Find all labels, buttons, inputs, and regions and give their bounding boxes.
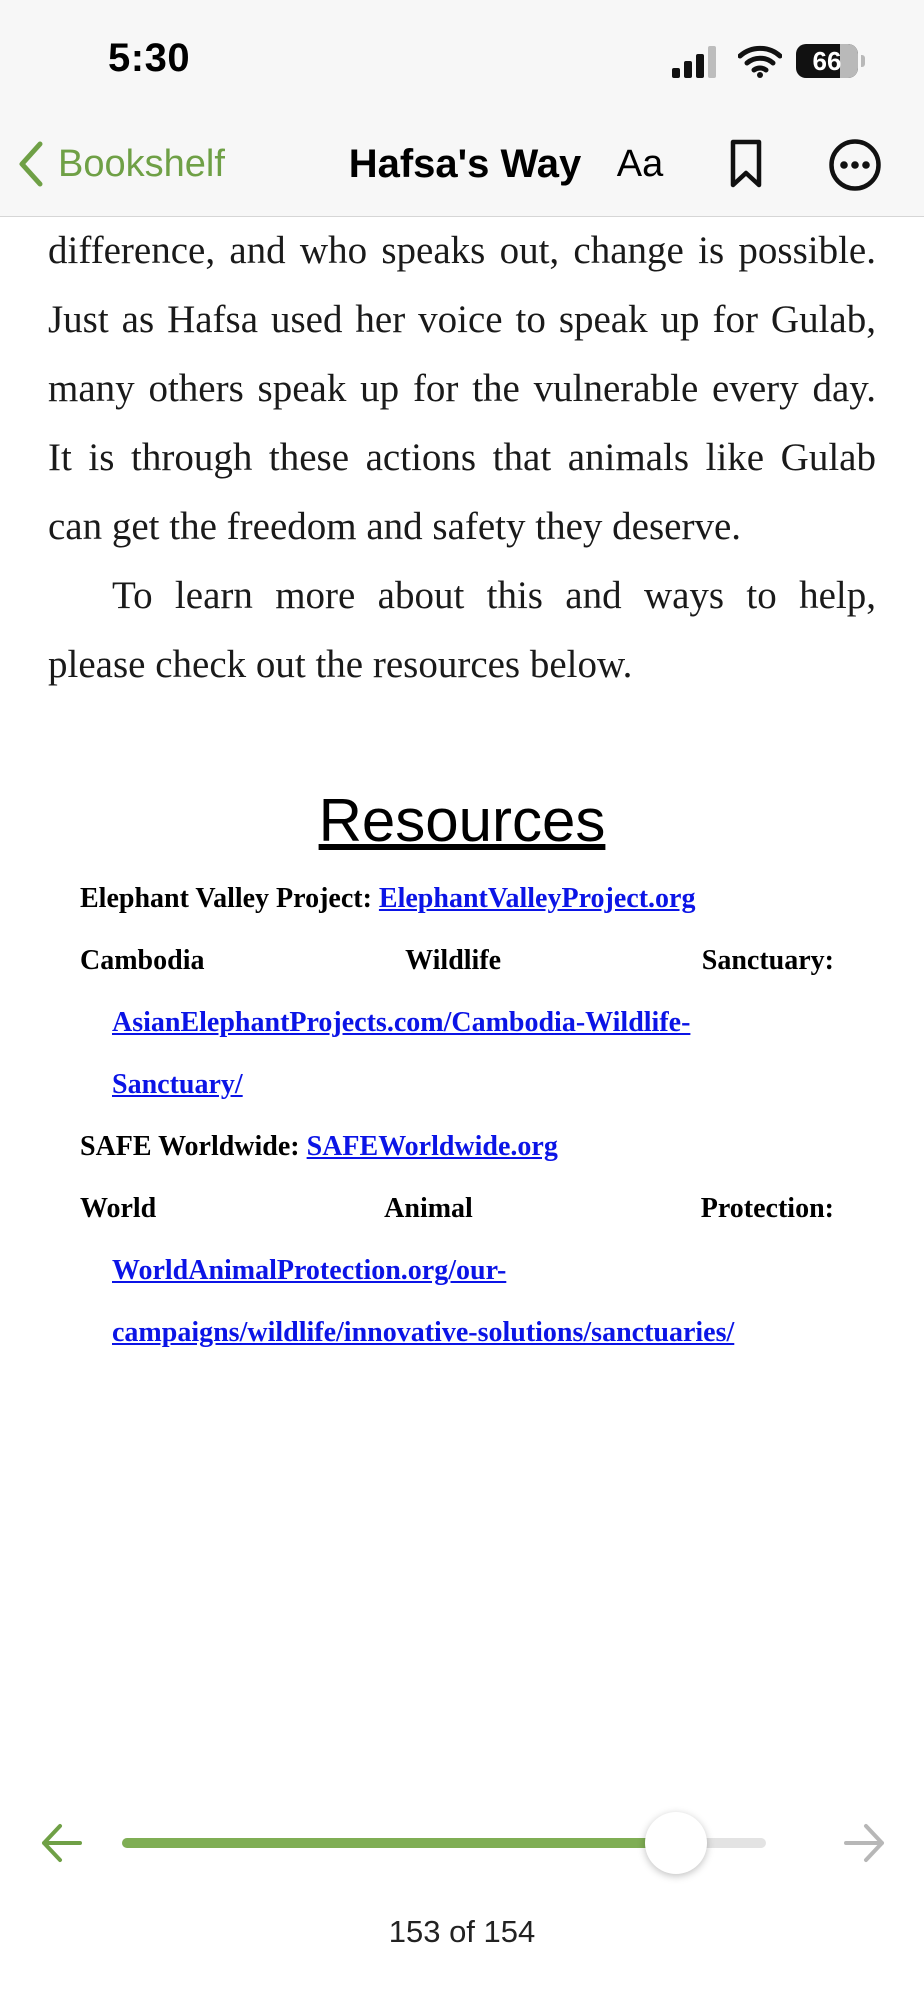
chevron-left-icon (18, 141, 44, 187)
back-button-label: Bookshelf (58, 142, 225, 185)
resources-heading: Resources (318, 787, 606, 854)
resource-link-line (112, 992, 852, 1054)
battery-percentage: 66 (812, 46, 842, 76)
text-format-button[interactable]: Aa (616, 143, 664, 185)
book-title: Hafsa's Way (348, 142, 582, 186)
resource-cambodia-wildlife-sanctuary (80, 930, 834, 992)
bookmark-icon (728, 138, 764, 190)
arrow-right-icon (842, 1820, 886, 1866)
arrow-left-icon (40, 1820, 84, 1866)
previous-page-button[interactable] (40, 1820, 84, 1871)
next-page-button[interactable] (842, 1820, 886, 1871)
page-progress-slider[interactable] (122, 1838, 766, 1848)
resource-name-word: World (80, 1193, 157, 1224)
resource-name: SAFE Worldwide: (80, 1131, 300, 1162)
progress-slider-thumb[interactable] (645, 1812, 707, 1874)
page-indicator: 153 of 154 (388, 1914, 536, 1949)
back-to-bookshelf-button[interactable] (18, 138, 225, 190)
body-paragraph: To learn more about this and ways to help, please check out the resources below. (48, 574, 876, 686)
resource-elephant-valley (80, 868, 834, 930)
progress-fill (122, 1838, 676, 1848)
ellipsis-circle-icon (828, 138, 882, 192)
resource-link[interactable]: SAFEWorldwide.org (306, 1131, 558, 1162)
resource-name-word: Sanctuary: (701, 945, 834, 976)
resource-name: Elephant Valley Project: (80, 883, 372, 914)
resource-link[interactable]: ElephantValleyProject.org (378, 883, 696, 914)
wifi-icon (738, 44, 782, 78)
resource-name-word: Protection: (700, 1193, 834, 1224)
body-paragraph: difference, and who speaks out, change is possible. Just as Hafsa used her voice to speak up for Gulab, many others speak up for the vulnerable every day. It is through these actions that animals like Gulab can get the freedom and safety they deserve. (48, 229, 876, 548)
resource-name-word: Wildlife (405, 945, 502, 976)
resource-name-word: Cambodia (80, 945, 205, 976)
resource-world-animal-protection (80, 1178, 834, 1240)
resource-link[interactable]: campaigns/wildlife/innovative-solutions/sanctuaries/ (112, 1317, 735, 1348)
resource-link[interactable]: AsianElephantProjects.com/Cambodia-Wildlife- (112, 1007, 691, 1038)
status-icons (672, 40, 872, 84)
resource-link-line (112, 1302, 852, 1364)
resource-link[interactable]: Sanctuary/ (112, 1069, 243, 1100)
top-bar (0, 0, 924, 217)
resource-link[interactable]: WorldAnimalProtection.org/our- (112, 1255, 507, 1286)
resource-safe-worldwide (80, 1116, 834, 1178)
bookmark-button[interactable] (728, 138, 764, 195)
resource-name-word: Animal (384, 1193, 473, 1224)
more-options-button[interactable] (828, 138, 882, 197)
resource-link-line (112, 1054, 852, 1116)
battery-icon (796, 44, 858, 78)
status-time: 5:30 (108, 36, 191, 80)
cellular-signal-icon (672, 46, 720, 80)
resource-link-line (112, 1240, 852, 1302)
